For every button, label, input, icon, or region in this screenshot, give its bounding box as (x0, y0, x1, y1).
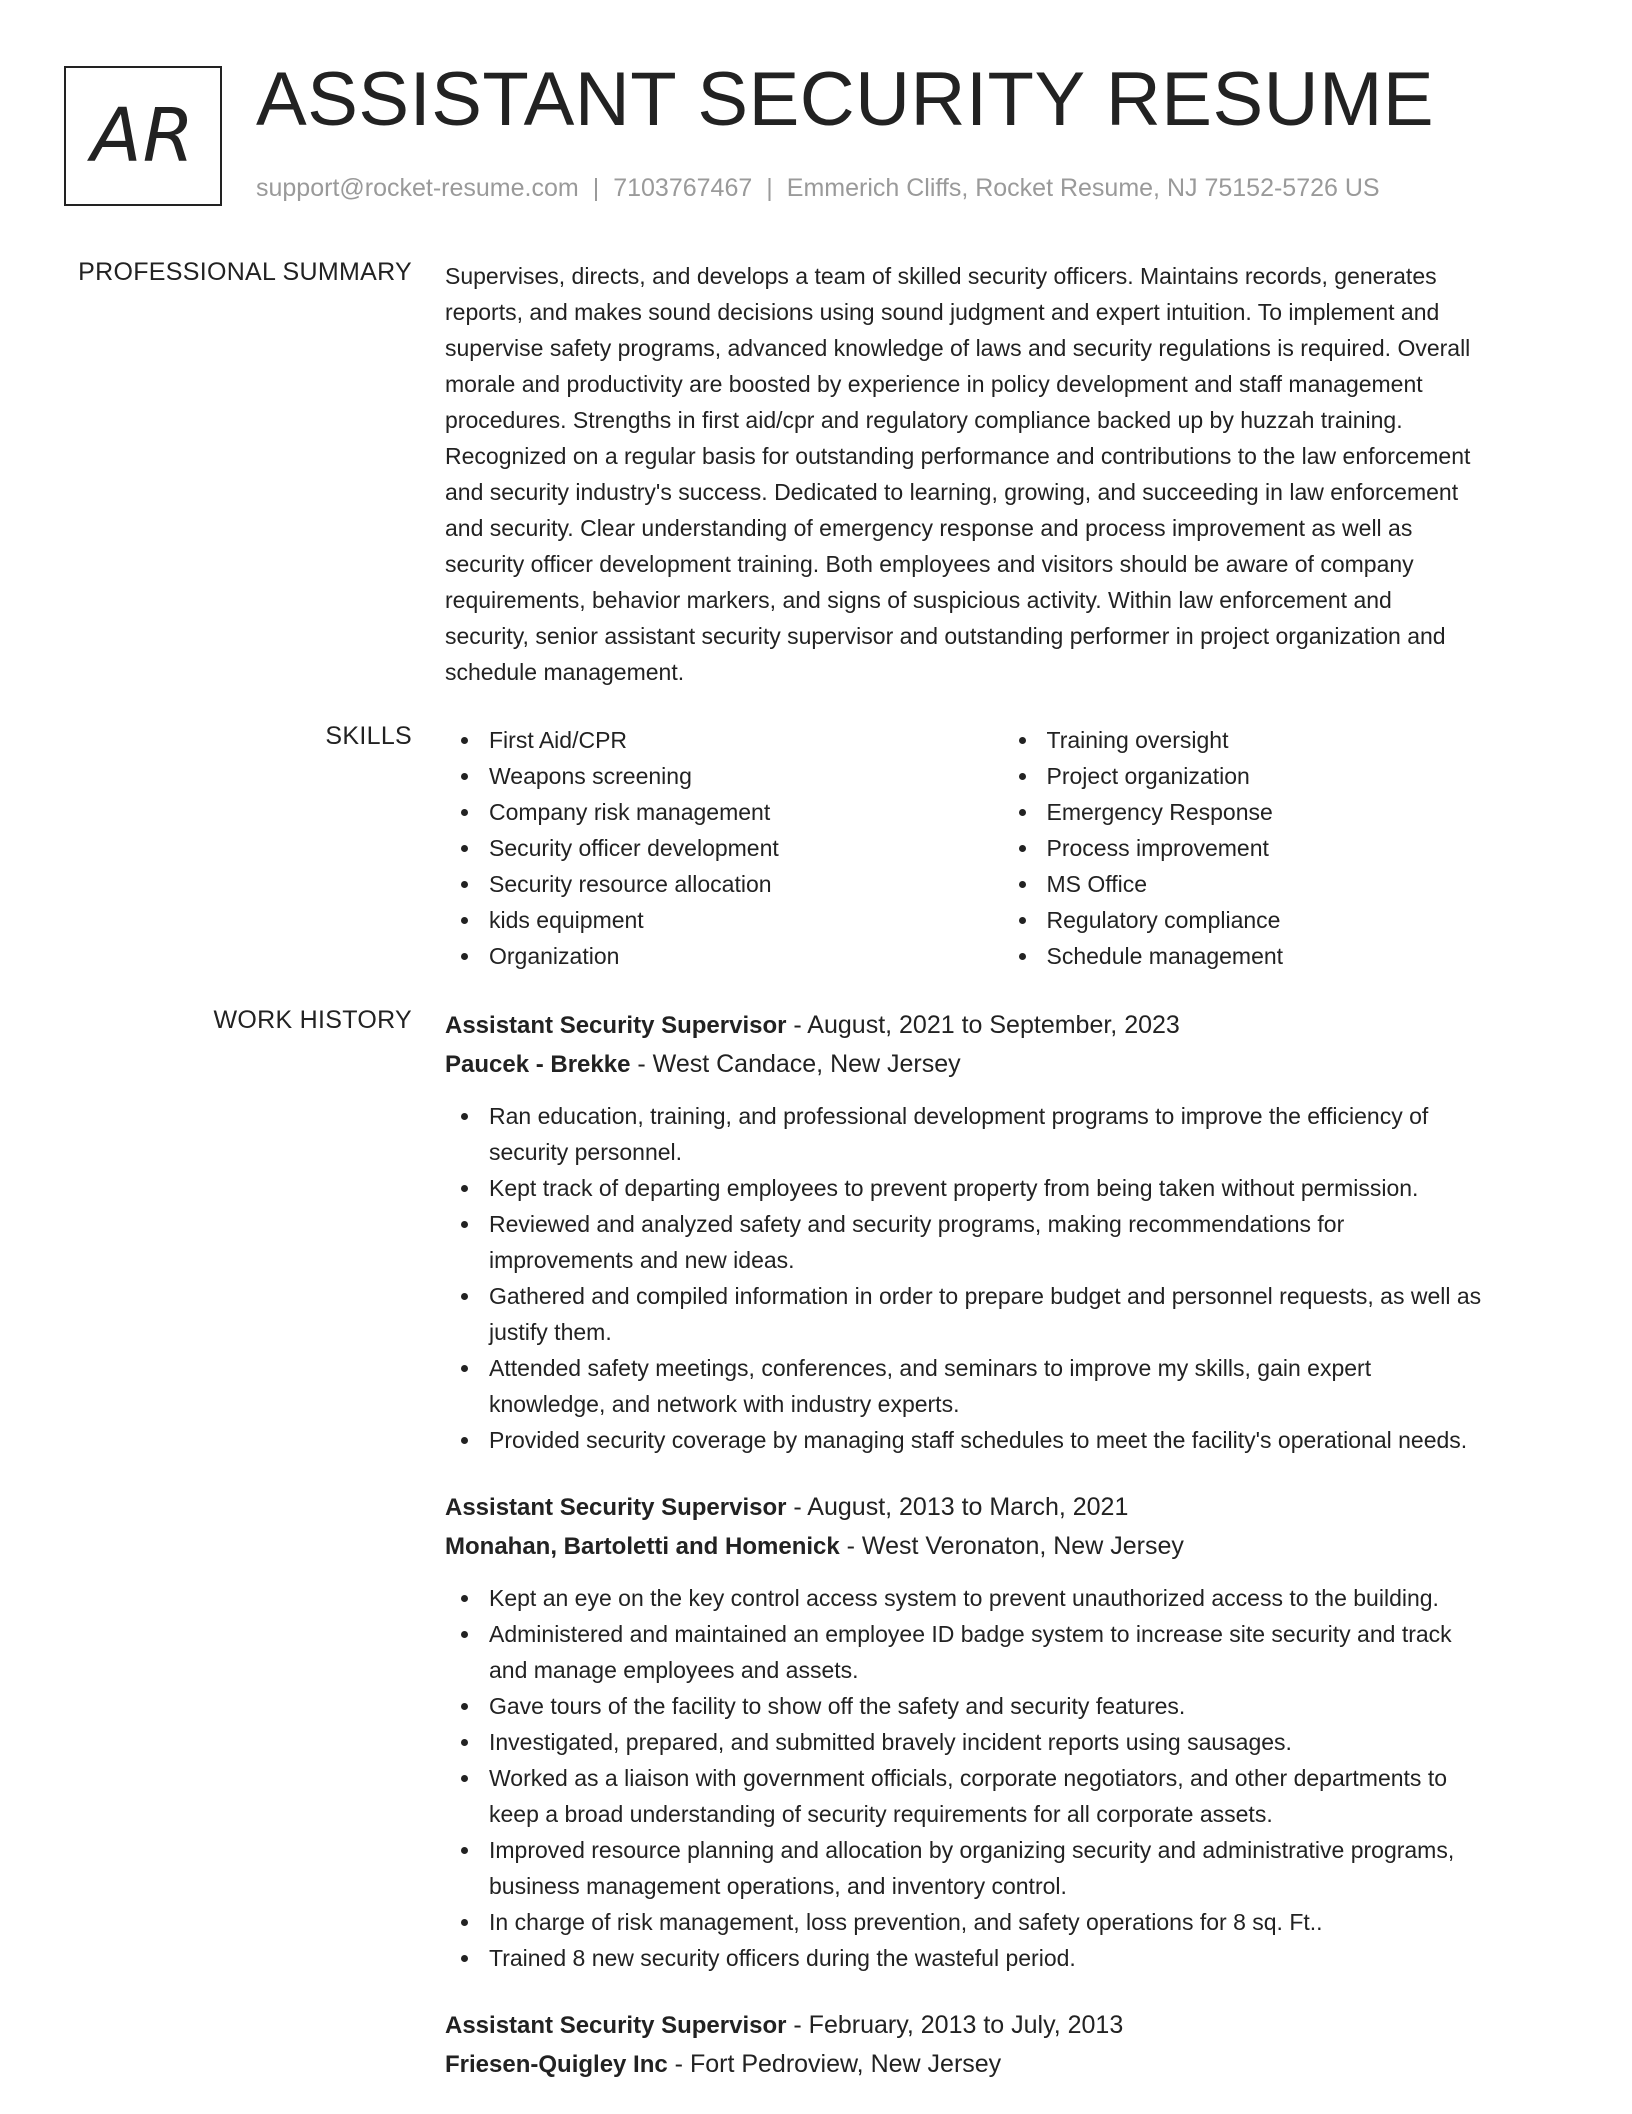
contact-line (256, 174, 1380, 203)
job-bullet (489, 1760, 1560, 1832)
bullet-line: justify them. (489, 1319, 612, 1345)
job-bullet (489, 1616, 1560, 1688)
skill-item: Security resource allocation (489, 866, 1003, 902)
job-company: Paucek - Brekke (445, 1051, 631, 1078)
summary-line: supervise safety programs, advanced knowledge of laws and security regulations is required. Overall (445, 335, 1471, 361)
skill-item: MS Office (1047, 866, 1561, 902)
job-location: - West Veronaton, New Jersey (839, 1532, 1184, 1560)
bullet-line: Administered and maintained an employee ID badge system to increase site security and track (489, 1621, 1452, 1647)
bullet-line: Investigated, prepared, and submitted bravely incident reports using sausages. (489, 1729, 1292, 1755)
job-bullet (489, 1580, 1560, 1616)
summary-line: Recognized on a regular basis for outstanding performance and contributions to the law enforcement (445, 443, 1471, 469)
job-title: Assistant Security Supervisor (445, 1012, 787, 1039)
job-title: Assistant Security Supervisor (445, 1494, 787, 1521)
skills-list-left (445, 722, 1003, 974)
job-bullet (489, 1170, 1560, 1206)
contact-email: support@rocket-resume.com (256, 174, 579, 202)
skill-item: Regulatory compliance (1047, 902, 1561, 938)
job-title-line (445, 1006, 1560, 1045)
job-bullet (489, 1422, 1560, 1458)
skill-item: Weapons screening (489, 758, 1003, 794)
bullet-line: security personnel. (489, 1139, 683, 1165)
skill-item: First Aid/CPR (489, 722, 1003, 758)
job-bullet (489, 1940, 1560, 1976)
contact-phone: 7103767467 (613, 174, 753, 202)
skill-item: Project organization (1047, 758, 1561, 794)
skill-item: Company risk management (489, 794, 1003, 830)
bullet-line: Kept track of departing employees to prevent property from being taken without permission. (489, 1175, 1419, 1201)
resume-title: ASSISTANT SECURITY RESUME (256, 57, 1435, 142)
bullet-line: improvements and new ideas. (489, 1247, 795, 1273)
bullet-line: and manage employees and assets. (489, 1657, 859, 1683)
job-location: - West Candace, New Jersey (630, 1050, 961, 1078)
summary-line: reports, and makes sound decisions using sound judgment and expert intuition. To implement and (445, 299, 1440, 325)
skill-item: Emergency Response (1047, 794, 1561, 830)
job-company: Friesen-Quigley Inc (445, 2051, 668, 2078)
job-bullets (445, 1098, 1560, 1458)
bullet-line: Trained 8 new security officers during the wasteful period. (489, 1945, 1076, 1971)
job-bullet (489, 1350, 1560, 1422)
job-company-line (445, 1045, 1560, 1084)
job-dates: - August, 2021 to September, 2023 (786, 1011, 1180, 1039)
summary-line: and security. Clear understanding of emergency response and process improvement as well as (445, 515, 1413, 541)
job-bullet (489, 1724, 1560, 1760)
contact-address: Emmerich Cliffs, Rocket Resume, NJ 75152-5726 US (786, 174, 1380, 202)
bullet-line: Attended safety meetings, conferences, and seminars to improve my skills, gain expert (489, 1355, 1372, 1381)
summary-line: requirements, behavior markers, and signs of suspicious activity. Within law enforcement and (445, 587, 1392, 613)
summary-line: procedures. Strengths in first aid/cpr and regulatory compliance backed up by huzzah training. (445, 407, 1403, 433)
bullet-line: In charge of risk management, loss prevention, and safety operations for 8 sq. Ft.. (489, 1909, 1323, 1935)
job-dates: - August, 2013 to March, 2021 (786, 1493, 1129, 1521)
bullet-line: Improved resource planning and allocation by organizing security and administrative programs, (489, 1837, 1455, 1863)
bullet-line: Gathered and compiled information in order to prepare budget and personnel requests, as well as (489, 1283, 1482, 1309)
summary-heading: PROFESSIONAL SUMMARY (78, 258, 412, 286)
skills-list-right (1003, 722, 1561, 974)
summary-line: security officer development training. Both employees and visitors should be aware of company (445, 551, 1414, 577)
skill-item: Training oversight (1047, 722, 1561, 758)
bullet-line: Gave tours of the facility to show off the safety and security features. (489, 1693, 1186, 1719)
skill-item: Organization (489, 938, 1003, 974)
job-company-line (445, 1527, 1560, 1566)
summary-line: and security industry's success. Dedicated to learning, growing, and succeeding in law enforcement (445, 479, 1459, 505)
skill-item: Schedule management (1047, 938, 1561, 974)
job-title-line (445, 2006, 1560, 2045)
summary-line: morale and productivity are boosted by experience in policy development and staff management (445, 371, 1423, 397)
job-bullet (489, 1278, 1560, 1350)
job-bullet (489, 1098, 1560, 1170)
skills-heading: SKILLS (325, 722, 412, 750)
bullet-line: Worked as a liaison with government officials, corporate negotiators, and other departments to (489, 1765, 1448, 1791)
job-entry (445, 2006, 1560, 2084)
summary-line: schedule management. (445, 659, 685, 685)
job-title: Assistant Security Supervisor (445, 2012, 787, 2039)
initials-monogram (64, 66, 222, 206)
bullet-line: Provided security coverage by managing staff schedules to meet the facility's operational needs. (489, 1427, 1468, 1453)
bullet-line: keep a broad understanding of security requirements for all corporate assets. (489, 1801, 1273, 1827)
skill-item: Process improvement (1047, 830, 1561, 866)
job-bullet (489, 1832, 1560, 1904)
bullet-line: Reviewed and analyzed safety and security programs, making recommendations for (489, 1211, 1345, 1237)
job-entry (445, 1488, 1560, 1976)
job-company-line (445, 2045, 1560, 2084)
job-location: - Fort Pedroview, New Jersey (667, 2050, 1002, 2078)
job-dates: - February, 2013 to July, 2013 (786, 2011, 1124, 2039)
job-bullet (489, 1688, 1560, 1724)
skill-item: Security officer development (489, 830, 1003, 866)
work-history-heading: WORK HISTORY (213, 1006, 412, 1034)
job-entry (445, 1006, 1560, 1458)
bullet-line: business management operations, and inventory control. (489, 1873, 1067, 1899)
job-bullet (489, 1904, 1560, 1940)
bullet-line: knowledge, and network with industry experts. (489, 1391, 960, 1417)
contact-separator: | (766, 174, 773, 202)
contact-separator: | (592, 174, 600, 202)
bullet-line: Kept an eye on the key control access system to prevent unauthorized access to the building. (489, 1585, 1439, 1611)
initials-text: AR (90, 93, 196, 179)
job-bullet (489, 1206, 1560, 1278)
job-title-line (445, 1488, 1560, 1527)
skill-item: kids equipment (489, 902, 1003, 938)
summary-line: security, senior assistant security supervisor and outstanding performer in project organization and (445, 623, 1446, 649)
job-bullets (445, 1580, 1560, 1976)
summary-line: Supervises, directs, and develops a team of skilled security officers. Maintains records, generates (445, 263, 1437, 289)
bullet-line: Ran education, training, and professional development programs to improve the efficiency of (489, 1103, 1429, 1129)
summary-text (445, 258, 1560, 690)
job-company: Monahan, Bartoletti and Homenick (445, 1533, 840, 1560)
